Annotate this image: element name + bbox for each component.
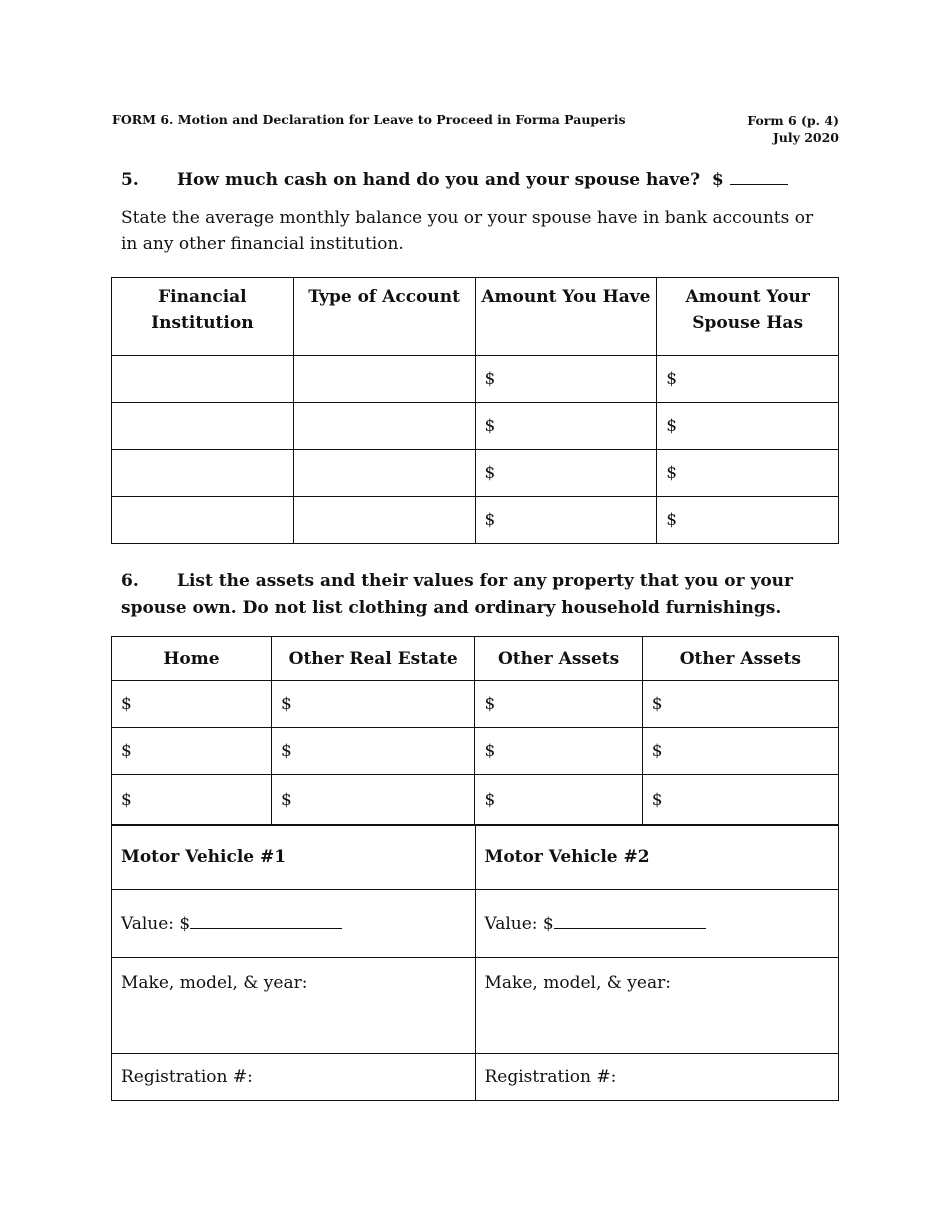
vehicle-2-value-cell bbox=[475, 890, 839, 958]
question-6-number: 6. bbox=[121, 571, 139, 591]
amount-you-cell[interactable]: $ bbox=[475, 356, 657, 403]
institution-cell[interactable] bbox=[112, 497, 294, 544]
cash-currency-symbol: $ bbox=[711, 170, 724, 190]
table-row bbox=[112, 403, 839, 450]
form-date: July 2020 bbox=[772, 130, 839, 145]
col-type-of-account: Type of Account bbox=[293, 278, 475, 356]
table-row bbox=[112, 681, 839, 728]
col-financial-institution: Financial Institution bbox=[112, 278, 294, 356]
amount-spouse-cell[interactable]: $ bbox=[657, 356, 839, 403]
other-assets-value-cell[interactable]: $ bbox=[642, 775, 838, 826]
col-home: Home bbox=[112, 637, 272, 681]
home-value-cell[interactable]: $ bbox=[112, 681, 272, 728]
table-row bbox=[112, 450, 839, 497]
institution-cell[interactable] bbox=[112, 356, 294, 403]
cash-on-hand-field[interactable] bbox=[730, 170, 788, 185]
question-6-text: List the assets and their values for any property that you or your spouse own. Do not list clothing and ordinary household furnishings. bbox=[121, 571, 794, 618]
amount-you-cell[interactable]: $ bbox=[475, 450, 657, 497]
real-estate-value-cell[interactable]: $ bbox=[271, 728, 475, 775]
question-5-text: How much cash on hand do you and your spouse have? bbox=[177, 170, 701, 190]
real-estate-value-cell[interactable]: $ bbox=[271, 681, 475, 728]
home-value-cell[interactable]: $ bbox=[112, 728, 272, 775]
question-5-number: 5. bbox=[121, 170, 139, 190]
vehicle-1-value-field[interactable] bbox=[190, 914, 342, 929]
form-header-title: FORM 6. Motion and Declaration for Leave to Proceed in Forma Pauperis bbox=[112, 112, 626, 127]
amount-spouse-cell[interactable]: $ bbox=[657, 403, 839, 450]
motor-vehicle-1-title: Motor Vehicle #1 bbox=[112, 825, 476, 890]
col-other-assets-2: Other Assets bbox=[642, 637, 838, 681]
account-type-cell[interactable] bbox=[293, 356, 475, 403]
amount-you-cell[interactable]: $ bbox=[475, 403, 657, 450]
amount-spouse-cell[interactable]: $ bbox=[657, 450, 839, 497]
motor-vehicles-table bbox=[111, 824, 839, 1101]
question-6 bbox=[121, 568, 821, 622]
bank-accounts-table bbox=[111, 277, 839, 544]
table-header-row bbox=[112, 278, 839, 356]
col-amount-spouse-has: Amount Your Spouse Has bbox=[657, 278, 839, 356]
table-header-row bbox=[112, 637, 839, 681]
amount-spouse-cell[interactable]: $ bbox=[657, 497, 839, 544]
vehicle-1-make-field[interactable]: Make, model, & year: bbox=[112, 958, 476, 1054]
motor-vehicle-2-title: Motor Vehicle #2 bbox=[475, 825, 839, 890]
form-header-page-info bbox=[747, 112, 839, 146]
vehicle-2-registration-field[interactable]: Registration #: bbox=[475, 1054, 839, 1101]
assets-table bbox=[111, 636, 839, 826]
account-type-cell[interactable] bbox=[293, 403, 475, 450]
other-assets-value-cell[interactable]: $ bbox=[475, 775, 642, 826]
vehicle-2-value-label: Value: $ bbox=[484, 913, 554, 934]
vehicle-value-row bbox=[112, 890, 839, 958]
question-5 bbox=[121, 170, 788, 190]
institution-cell[interactable] bbox=[112, 450, 294, 497]
form-page-number: Form 6 (p. 4) bbox=[747, 113, 839, 128]
amount-you-cell[interactable]: $ bbox=[475, 497, 657, 544]
other-assets-value-cell[interactable]: $ bbox=[642, 728, 838, 775]
col-other-assets-1: Other Assets bbox=[475, 637, 642, 681]
account-type-cell[interactable] bbox=[293, 450, 475, 497]
institution-cell[interactable] bbox=[112, 403, 294, 450]
table-row bbox=[112, 356, 839, 403]
vehicle-2-value-field[interactable] bbox=[554, 914, 706, 929]
vehicle-1-registration-field[interactable]: Registration #: bbox=[112, 1054, 476, 1101]
col-other-real-estate: Other Real Estate bbox=[271, 637, 475, 681]
vehicle-title-row bbox=[112, 825, 839, 890]
vehicle-2-make-field[interactable]: Make, model, & year: bbox=[475, 958, 839, 1054]
question-5-instruction: State the average monthly balance you or your spouse have in bank accounts or in any other financial institution. bbox=[121, 208, 814, 254]
table-row bbox=[112, 775, 839, 826]
account-type-cell[interactable] bbox=[293, 497, 475, 544]
table-row bbox=[112, 728, 839, 775]
vehicle-1-value-label: Value: $ bbox=[121, 913, 191, 934]
other-assets-value-cell[interactable]: $ bbox=[642, 681, 838, 728]
real-estate-value-cell[interactable]: $ bbox=[271, 775, 475, 826]
vehicle-registration-row bbox=[112, 1054, 839, 1101]
home-value-cell[interactable]: $ bbox=[112, 775, 272, 826]
col-amount-you-have: Amount You Have bbox=[475, 278, 657, 356]
other-assets-value-cell[interactable]: $ bbox=[475, 728, 642, 775]
vehicle-make-row bbox=[112, 958, 839, 1054]
other-assets-value-cell[interactable]: $ bbox=[475, 681, 642, 728]
table-row bbox=[112, 497, 839, 544]
vehicle-1-value-cell bbox=[112, 890, 476, 958]
